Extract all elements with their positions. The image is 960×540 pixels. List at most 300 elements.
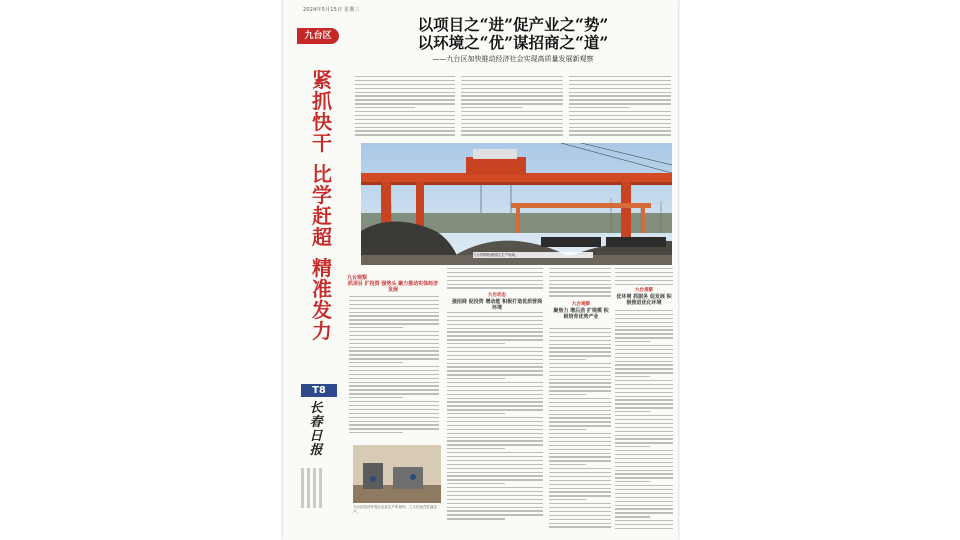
text-line <box>549 340 611 341</box>
slogan-char: 发 <box>312 298 332 322</box>
text-line <box>461 111 563 112</box>
slogan-char: 超 <box>312 225 332 249</box>
text-line <box>549 472 611 473</box>
text-line <box>549 503 611 504</box>
slogan-char: 赶 <box>312 204 332 228</box>
text-line <box>447 433 543 434</box>
freight-yard-illustration <box>361 143 672 265</box>
text-line <box>615 431 673 432</box>
text-line <box>615 407 673 408</box>
text-line <box>615 368 673 369</box>
text-line <box>447 272 543 273</box>
text-line <box>615 272 673 273</box>
text-line <box>349 382 439 383</box>
text-line <box>447 437 543 438</box>
text-line <box>355 103 455 104</box>
text-line <box>615 466 673 467</box>
text-line <box>615 276 673 277</box>
text-line <box>549 382 611 383</box>
text-line <box>549 280 611 281</box>
photo-caption: 九台铁路物流园区生产现场。 <box>473 252 593 258</box>
text-line <box>349 366 439 367</box>
text-line <box>549 406 611 407</box>
text-line <box>549 379 611 380</box>
text-line <box>615 310 673 311</box>
text-line <box>349 378 439 379</box>
text-line <box>549 468 611 469</box>
text-line <box>549 495 611 496</box>
text-column <box>461 76 563 138</box>
text-line <box>355 119 455 120</box>
text-line <box>615 470 673 471</box>
text-line <box>615 512 673 513</box>
text-line <box>447 401 543 402</box>
section-heading-left <box>347 274 439 293</box>
text-line <box>549 268 611 269</box>
text-line <box>615 326 673 327</box>
text-line <box>549 371 611 372</box>
text-column <box>549 268 611 299</box>
text-line <box>447 343 505 344</box>
text-line <box>549 425 611 426</box>
text-line <box>349 370 439 371</box>
text-line <box>549 332 611 333</box>
factory-illustration <box>353 445 441 503</box>
text-line <box>349 312 439 313</box>
text-line <box>569 111 671 112</box>
section-title: 抓项目 扩投资 强势头 聚力推动实体经济发展 <box>347 281 439 293</box>
text-line <box>447 456 543 457</box>
text-line <box>615 314 673 315</box>
text-line <box>549 445 611 446</box>
text-line <box>615 497 673 498</box>
text-line <box>447 514 543 515</box>
main-photo <box>361 143 672 265</box>
text-line <box>615 446 650 447</box>
text-line <box>349 421 439 422</box>
text-line <box>549 355 611 356</box>
text-line <box>549 499 586 500</box>
text-line <box>549 515 611 516</box>
text-line <box>549 476 611 477</box>
text-line <box>355 84 455 85</box>
text-column <box>615 310 673 532</box>
text-line <box>461 115 563 116</box>
text-line <box>615 268 673 269</box>
section-tag: 九台动态 <box>488 293 506 298</box>
text-line <box>549 417 611 418</box>
text-line <box>349 385 439 386</box>
text-line <box>615 415 673 416</box>
text-line <box>549 456 611 457</box>
text-line <box>447 347 543 348</box>
section-heading-mid2 <box>551 302 611 320</box>
text-line <box>615 516 650 517</box>
newspaper-logo: 长春日报 <box>309 401 323 458</box>
text-line <box>355 111 455 112</box>
text-line <box>549 359 586 360</box>
text-line <box>355 76 455 77</box>
text-line <box>569 99 671 100</box>
text-line <box>447 417 543 418</box>
text-line <box>549 453 611 454</box>
text-line <box>615 427 673 428</box>
text-line <box>615 438 673 439</box>
text-line <box>349 358 439 359</box>
text-line <box>355 92 455 93</box>
credit-line <box>307 468 310 508</box>
text-line <box>355 107 415 108</box>
text-line <box>349 323 439 324</box>
text-line <box>349 331 439 332</box>
text-line <box>615 361 673 362</box>
text-line <box>569 84 671 85</box>
text-line <box>549 291 611 292</box>
text-line <box>447 487 543 488</box>
text-line <box>615 364 673 365</box>
slogan-char: 力 <box>312 319 332 343</box>
section-tag: 九台观察 <box>635 288 653 293</box>
text-line <box>549 394 586 395</box>
text-line <box>447 363 543 364</box>
text-line <box>615 524 673 525</box>
text-column <box>447 268 543 291</box>
text-line <box>615 345 673 346</box>
text-line <box>461 127 563 128</box>
text-line <box>349 401 439 402</box>
text-line <box>349 304 439 305</box>
text-line <box>549 363 611 364</box>
text-line <box>447 284 543 285</box>
text-line <box>549 295 611 296</box>
text-line <box>461 76 563 77</box>
text-line <box>349 374 439 375</box>
text-line <box>615 396 673 397</box>
text-line <box>461 88 563 89</box>
text-line <box>615 450 673 451</box>
text-line <box>447 405 543 406</box>
text-line <box>615 462 673 463</box>
text-line <box>349 362 403 363</box>
section-tag: 九台观察 <box>572 302 590 307</box>
text-line <box>447 440 543 441</box>
text-line <box>447 386 543 387</box>
text-line <box>447 339 543 340</box>
text-line <box>355 99 455 100</box>
text-line <box>549 402 611 403</box>
text-line <box>615 493 673 494</box>
text-column <box>549 328 611 530</box>
text-column <box>447 312 543 522</box>
text-line <box>447 472 543 473</box>
text-line <box>447 468 543 469</box>
text-line <box>447 452 543 453</box>
text-line <box>349 389 439 390</box>
text-line <box>447 483 505 484</box>
credit-line <box>301 468 304 508</box>
text-line <box>349 296 439 297</box>
text-line <box>549 519 611 520</box>
text-line <box>615 505 673 506</box>
text-line <box>615 423 673 424</box>
text-line <box>349 413 439 414</box>
text-line <box>447 359 543 360</box>
text-line <box>615 481 650 482</box>
text-line <box>355 134 455 135</box>
text-line <box>447 491 543 492</box>
text-line <box>615 454 673 455</box>
text-line <box>615 528 673 529</box>
text-line <box>569 95 671 96</box>
text-line <box>549 449 611 450</box>
text-line <box>349 417 439 418</box>
text-line <box>355 88 455 89</box>
text-line <box>349 343 439 344</box>
text-column <box>349 296 439 436</box>
text-line <box>615 376 650 377</box>
text-line <box>569 88 671 89</box>
credit-line <box>319 468 322 508</box>
text-line <box>615 318 673 319</box>
text-line <box>549 284 611 285</box>
text-line <box>461 134 563 135</box>
text-line <box>349 335 439 336</box>
text-line <box>615 520 673 521</box>
slogan-char: 准 <box>312 277 332 301</box>
credit-line <box>313 468 316 508</box>
text-line <box>447 460 543 461</box>
text-line <box>447 479 543 480</box>
text-line <box>349 432 403 433</box>
section-title: 优环境 抓服务 促发展 积极推进优化环境 <box>616 294 672 306</box>
text-line <box>349 315 439 316</box>
text-line <box>447 464 543 465</box>
headline-subtitle: ——九台区加快推动经济社会实现高质量发展新观察 <box>432 55 594 63</box>
slogan-char: 干 <box>312 131 332 155</box>
text-line <box>615 489 673 490</box>
headline-line-1: 以项目之“进”促产业之“势” <box>417 15 609 34</box>
text-line <box>349 339 439 340</box>
text-line <box>549 414 611 415</box>
text-line <box>615 442 673 443</box>
text-line <box>569 107 630 108</box>
text-line <box>569 76 671 77</box>
text-line <box>447 268 543 269</box>
text-line <box>615 458 673 459</box>
text-line <box>355 115 455 116</box>
text-line <box>615 399 673 400</box>
text-line <box>447 374 543 375</box>
text-line <box>549 507 611 508</box>
text-line <box>615 403 673 404</box>
text-line <box>615 337 673 338</box>
text-line <box>349 397 403 398</box>
text-line <box>355 123 455 124</box>
text-line <box>549 272 611 273</box>
text-line <box>615 392 673 393</box>
text-line <box>447 276 543 277</box>
text-line <box>549 480 611 481</box>
text-line <box>447 355 543 356</box>
text-line <box>549 367 611 368</box>
text-line <box>549 437 611 438</box>
text-line <box>447 510 543 511</box>
text-line <box>349 424 439 425</box>
text-line <box>447 331 543 332</box>
text-line <box>447 287 543 288</box>
text-line <box>447 335 543 336</box>
text-line <box>355 95 455 96</box>
text-line <box>447 382 543 383</box>
text-line <box>615 372 673 373</box>
inset-photo <box>353 445 441 503</box>
text-line <box>447 316 543 317</box>
side-slogan <box>307 70 337 342</box>
section-title: 强招商 促投资 增动能 积极打造优质营商环境 <box>451 299 543 311</box>
text-line <box>447 394 543 395</box>
text-line <box>447 312 543 313</box>
text-line <box>447 475 543 476</box>
text-line <box>615 349 673 350</box>
page-number: T8 <box>301 384 337 397</box>
text-line <box>615 473 673 474</box>
text-line <box>447 370 543 371</box>
text-line <box>569 134 671 135</box>
district-tag: 九台区 <box>297 28 339 44</box>
newspaper-page <box>283 0 678 540</box>
text-line <box>615 341 650 342</box>
text-line <box>355 130 455 131</box>
text-line <box>549 421 611 422</box>
text-line <box>447 351 543 352</box>
text-line <box>461 84 563 85</box>
text-line <box>615 419 673 420</box>
text-line <box>549 464 586 465</box>
text-column <box>569 76 671 138</box>
text-line <box>355 127 455 128</box>
text-line <box>447 444 543 445</box>
text-line <box>461 95 563 96</box>
text-line <box>549 460 611 461</box>
slogan-char: 学 <box>312 183 332 207</box>
text-line <box>569 115 671 116</box>
text-column <box>355 76 455 138</box>
slogan-char: 快 <box>312 110 332 134</box>
text-line <box>569 92 671 93</box>
text-line <box>549 484 611 485</box>
text-line <box>549 351 611 352</box>
text-line <box>549 276 611 277</box>
text-line <box>569 130 671 131</box>
text-line <box>615 353 673 354</box>
text-line <box>615 384 673 385</box>
text-line <box>447 366 543 367</box>
text-column <box>615 268 673 287</box>
text-line <box>447 409 543 410</box>
text-line <box>461 119 563 120</box>
text-line <box>615 477 673 478</box>
text-line <box>549 441 611 442</box>
text-line <box>615 357 673 358</box>
text-line <box>349 354 439 355</box>
text-line <box>447 320 543 321</box>
text-line <box>615 501 673 502</box>
text-line <box>549 429 586 430</box>
text-line <box>549 398 611 399</box>
slogan-char: 精 <box>312 256 332 280</box>
slogan-char: 比 <box>312 162 332 186</box>
text-line <box>349 405 439 406</box>
slogan-char: 紧 <box>312 68 332 92</box>
text-line <box>349 300 439 301</box>
text-line <box>349 319 439 320</box>
text-line <box>355 80 455 81</box>
headline-block <box>353 16 673 64</box>
text-line <box>569 123 671 124</box>
text-line <box>349 308 439 309</box>
text-line <box>447 378 505 379</box>
text-line <box>549 375 611 376</box>
text-line <box>549 344 611 345</box>
text-line <box>615 380 673 381</box>
text-line <box>549 523 611 524</box>
text-line <box>615 508 673 509</box>
text-line <box>461 130 563 131</box>
text-line <box>615 388 673 389</box>
text-line <box>549 336 611 337</box>
text-line <box>447 390 543 391</box>
text-line <box>447 518 505 519</box>
text-line <box>615 322 673 323</box>
text-line <box>447 448 505 449</box>
section-heading-right <box>615 288 673 306</box>
text-line <box>461 107 522 108</box>
text-line <box>447 507 543 508</box>
text-line <box>461 123 563 124</box>
text-line <box>447 328 543 329</box>
text-line <box>461 103 563 104</box>
text-line <box>549 328 611 329</box>
text-line <box>447 503 543 504</box>
text-line <box>549 390 611 391</box>
text-line <box>447 495 543 496</box>
text-line <box>549 347 611 348</box>
text-line <box>615 284 673 285</box>
text-line <box>549 287 611 288</box>
text-line <box>447 398 543 399</box>
text-line <box>549 488 611 489</box>
text-line <box>549 410 611 411</box>
text-line <box>461 99 563 100</box>
text-line <box>349 327 403 328</box>
headline-line-2: 以环境之“优”谋招商之“道” <box>417 33 609 52</box>
text-line <box>447 429 543 430</box>
text-line <box>549 491 611 492</box>
text-line <box>349 393 439 394</box>
text-line <box>549 511 611 512</box>
text-line <box>461 80 563 81</box>
text-line <box>349 347 439 348</box>
text-line <box>349 428 439 429</box>
text-line <box>615 329 673 330</box>
text-line <box>615 280 673 281</box>
text-line <box>615 485 673 486</box>
text-line <box>447 280 543 281</box>
text-line <box>615 435 673 436</box>
text-line <box>569 127 671 128</box>
text-line <box>447 421 543 422</box>
text-line <box>349 409 439 410</box>
